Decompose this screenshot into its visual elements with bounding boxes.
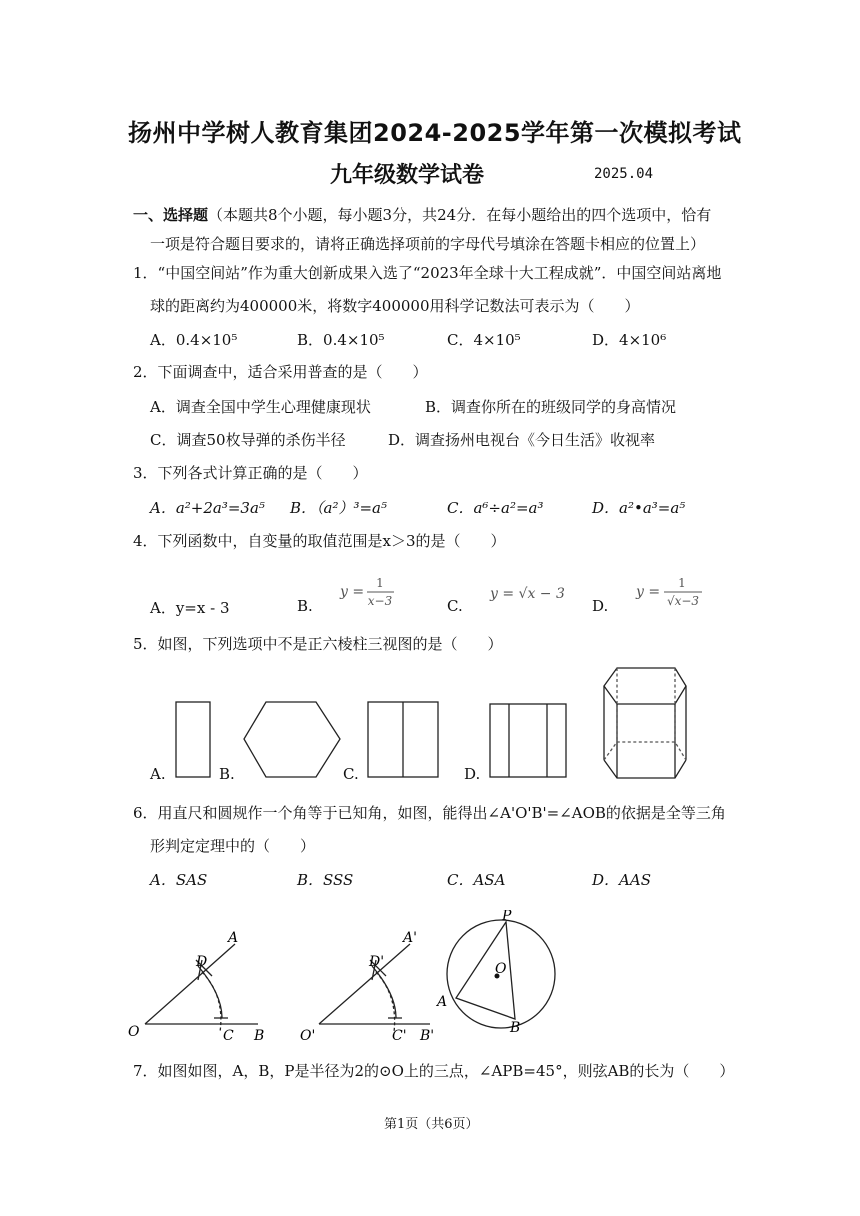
- q3-option-d: D．a²•a³=a⁵: [592, 499, 686, 517]
- fig1-label-b: B: [254, 1028, 265, 1044]
- exam-subtitle: 九年级数学试卷: [330, 163, 485, 188]
- page-footer: 第1页（共6页）: [384, 1117, 479, 1132]
- q2-option-d: D．调查扬州电视台《今日生活》收视率: [388, 431, 656, 449]
- q3-option-b: B．（a²）³=a⁵: [290, 499, 388, 517]
- fig2-label-b: B': [420, 1028, 435, 1044]
- q3-stem: 3．下列各式计算正确的是（ ）: [133, 464, 368, 482]
- q4-d-num: 1: [678, 576, 686, 590]
- fig3-label-p: P: [502, 910, 512, 924]
- q1-option-c: C．4×10⁵: [447, 331, 521, 349]
- q1-option-d: D．4×10⁶: [592, 331, 667, 349]
- q4-formula-c: [485, 580, 585, 608]
- q5-option-a: A.: [150, 765, 166, 783]
- q4-option-d-label: D.: [592, 597, 609, 615]
- q4-formula-b: [330, 572, 430, 612]
- q2-option-c: C．调查50枚导弹的杀伤半径: [150, 431, 346, 449]
- q2-option-b: B．调查你所在的班级同学的身高情况: [425, 398, 677, 416]
- q4-b-den: x−3: [367, 594, 393, 608]
- fig1-label-c: C: [223, 1028, 234, 1044]
- q5-stem: 5．如图，下列选项中不是正六棱柱三视图的是（ ）: [133, 635, 503, 653]
- fig1-label-d: D: [196, 954, 208, 970]
- fig2-label-o: O': [300, 1028, 316, 1044]
- q4-option-a: A．y=x - 3: [150, 599, 230, 617]
- q1-line2: 球的距离约为400000米，将数字400000用科学记数法可表示为（ ）: [150, 297, 640, 315]
- q4-option-b-label: B.: [297, 597, 313, 615]
- fig1-label-a: A: [228, 930, 239, 946]
- q4-b-num: 1: [376, 576, 384, 590]
- fig3-label-b: B: [510, 1020, 521, 1036]
- q6-option-d: D．AAS: [592, 871, 651, 889]
- q2-stem: 2．下面调查中，适合采用普查的是（ ）: [133, 363, 428, 381]
- fig1-label-o: O: [128, 1024, 140, 1040]
- section-intro: [133, 204, 711, 225]
- fig2-label-c: C': [392, 1028, 407, 1044]
- q1-line1: 1．“中国空间站”作为重大创新成果入选了“2023年全球十大工程成就”．中国空间站离地: [133, 264, 722, 282]
- q6-option-c: C．ASA: [447, 871, 506, 889]
- exam-date: 2025.04: [594, 166, 654, 182]
- q4-option-c-label: C.: [447, 597, 463, 615]
- section-intro-1: （本题共8个小题，每小题3分，共24分．在每小题给出的四个选项中，恰有: [208, 206, 712, 224]
- q6-option-a: A．SAS: [150, 871, 208, 889]
- q5-option-b: B.: [219, 765, 235, 783]
- q4-d-y: y =: [636, 584, 661, 600]
- fig2-label-a: A': [403, 930, 417, 946]
- q4-c-y: y = √x − 3: [490, 586, 565, 602]
- q4-formula-d: [630, 572, 730, 612]
- q5-fig-a-rectangle: [176, 702, 210, 777]
- q7-stem: 7．如图如图，A，B，P是半径为2的⊙O上的三点，∠APB=45°，则弦AB的长为（ ）: [133, 1062, 735, 1080]
- q5-figures: [0, 660, 860, 785]
- q3-option-c: C．a⁶÷a²=a³: [447, 499, 544, 517]
- q2-option-a: A．调查全国中学生心理健康现状: [150, 398, 371, 416]
- fig3-label-a: A: [437, 994, 448, 1010]
- q4-stem: 4．下列函数中，自变量的取值范围是x＞3的是（ ）: [133, 532, 506, 550]
- fig3-label-o: O: [495, 961, 507, 977]
- q6-option-b: B．SSS: [297, 871, 354, 889]
- q5-fig-d-rectangle: [490, 704, 566, 777]
- q6-line1: 6．用直尺和圆规作一个角等于已知角，如图，能得出∠A'O'B'=∠AOB的依据是全等三角: [133, 804, 726, 822]
- q4-b-y: y =: [340, 584, 365, 600]
- q3-option-a: A．a²+2a³=3a⁵: [150, 499, 265, 517]
- q1-option-a: A．0.4×10⁵: [150, 331, 238, 349]
- hexagonal-prism: [604, 668, 686, 778]
- q1-option-b: B．0.4×10⁵: [297, 331, 385, 349]
- section-label: 一、选择题: [133, 206, 209, 224]
- q6-line2: 形判定定理中的（ ）: [150, 837, 316, 855]
- exam-title: 扬州中学树人教育集团2024-2025学年第一次模拟考试: [128, 119, 742, 147]
- fig2-label-d: D': [369, 954, 385, 970]
- q5-option-c: C.: [343, 765, 359, 783]
- q6-q7-figures: [0, 910, 860, 1050]
- q4-d-den: √x−3: [666, 594, 700, 608]
- q5-fig-b-hexagon: [244, 702, 340, 777]
- section-intro-2: 一项是符合题目要求的，请将正确选择项前的字母代号填涂在答题卡相应的位置上）: [150, 235, 706, 253]
- q5-option-d: D.: [464, 765, 481, 783]
